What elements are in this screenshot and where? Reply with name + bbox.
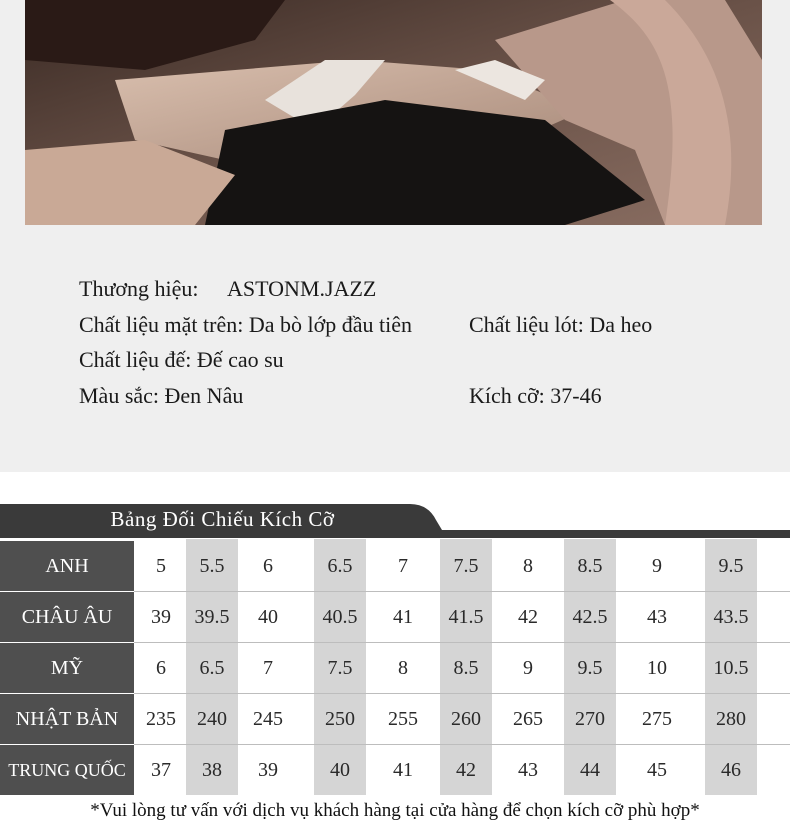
size-row-label: TRUNG QUỐC <box>0 745 134 795</box>
size-cell: 270 <box>575 708 605 730</box>
size-cell: 42 <box>518 606 538 628</box>
size-chart-title: Bảng Đối Chiếu Kích Cỡ <box>110 507 335 531</box>
size-row-label: NHẬT BẢN <box>0 694 134 744</box>
size-cell: 9.5 <box>718 555 744 577</box>
size-row-label: CHÂU ÂU <box>0 592 134 642</box>
row-divider <box>134 744 790 745</box>
size-cell: 10 <box>647 657 667 679</box>
size-range: Kích cỡ: 37-46 <box>469 383 602 408</box>
size-cell: 250 <box>325 708 355 730</box>
size-cell: 43.5 <box>713 606 749 628</box>
size-cell: 41.5 <box>448 606 484 628</box>
size-cell: 44 <box>580 759 600 781</box>
size-cell: 39 <box>258 759 278 781</box>
size-cell: 40.5 <box>322 606 358 628</box>
size-cell: 7 <box>263 657 273 679</box>
row-divider <box>134 693 790 694</box>
color: Màu sắc: Đen Nâu <box>79 383 244 408</box>
size-cell: 8.5 <box>577 555 603 577</box>
size-cell: 8 <box>398 657 408 679</box>
size-cell: 7.5 <box>327 657 353 679</box>
size-cell: 5 <box>156 555 166 577</box>
size-cell: 40 <box>330 759 350 781</box>
size-cell: 6 <box>156 657 166 679</box>
size-cell: 235 <box>146 708 176 730</box>
size-cell: 42 <box>456 759 476 781</box>
lining-material: Chất liệu lót: Da heo <box>469 312 653 337</box>
size-cell: 265 <box>513 708 543 730</box>
size-cell: 46 <box>721 759 741 781</box>
brand-label: Thương hiệu: <box>79 276 199 301</box>
size-cell: 7.5 <box>453 555 479 577</box>
size-cell: 43 <box>647 606 667 628</box>
size-cell: 275 <box>642 708 672 730</box>
size-cell: 240 <box>197 708 227 730</box>
size-cell: 43 <box>518 759 538 781</box>
upper-material: Chất liệu mặt trên: Da bò lớp đầu tiên <box>79 312 412 337</box>
size-cell: 8.5 <box>453 657 479 679</box>
size-cell: 6 <box>263 555 273 577</box>
footnote: *Vui lòng tư vấn với dịch vụ khách hàng tại cửa hàng để chọn kích cỡ phù hợp* <box>90 800 700 821</box>
sole-material: Chất liệu đế: Đế cao su <box>79 347 284 372</box>
row-divider <box>134 642 790 643</box>
row-divider <box>134 591 790 592</box>
size-cell: 10.5 <box>713 657 749 679</box>
size-cell: 255 <box>388 708 418 730</box>
size-cell: 9 <box>652 555 662 577</box>
size-cell: 9 <box>523 657 533 679</box>
size-row-label: MỸ <box>0 643 134 693</box>
size-cell: 37 <box>151 759 171 781</box>
brand-value: ASTONM.JAZZ <box>227 276 377 301</box>
size-cell: 40 <box>258 606 278 628</box>
size-cell: 45 <box>647 759 667 781</box>
size-cell: 41 <box>393 759 413 781</box>
size-cell: 245 <box>253 708 283 730</box>
size-cell: 41 <box>393 606 413 628</box>
size-cell: 7 <box>398 555 408 577</box>
size-cell: 260 <box>451 708 481 730</box>
size-cell: 5.5 <box>199 555 225 577</box>
size-cell: 42.5 <box>572 606 608 628</box>
size-cell: 6.5 <box>327 555 353 577</box>
size-row-label: ANH <box>0 541 134 591</box>
size-cell: 6.5 <box>199 657 225 679</box>
size-cell: 9.5 <box>577 657 603 679</box>
size-cell: 38 <box>202 759 222 781</box>
size-cell: 8 <box>523 555 533 577</box>
size-cell: 39.5 <box>194 606 230 628</box>
size-cell: 280 <box>716 708 746 730</box>
size-cell: 39 <box>151 606 171 628</box>
